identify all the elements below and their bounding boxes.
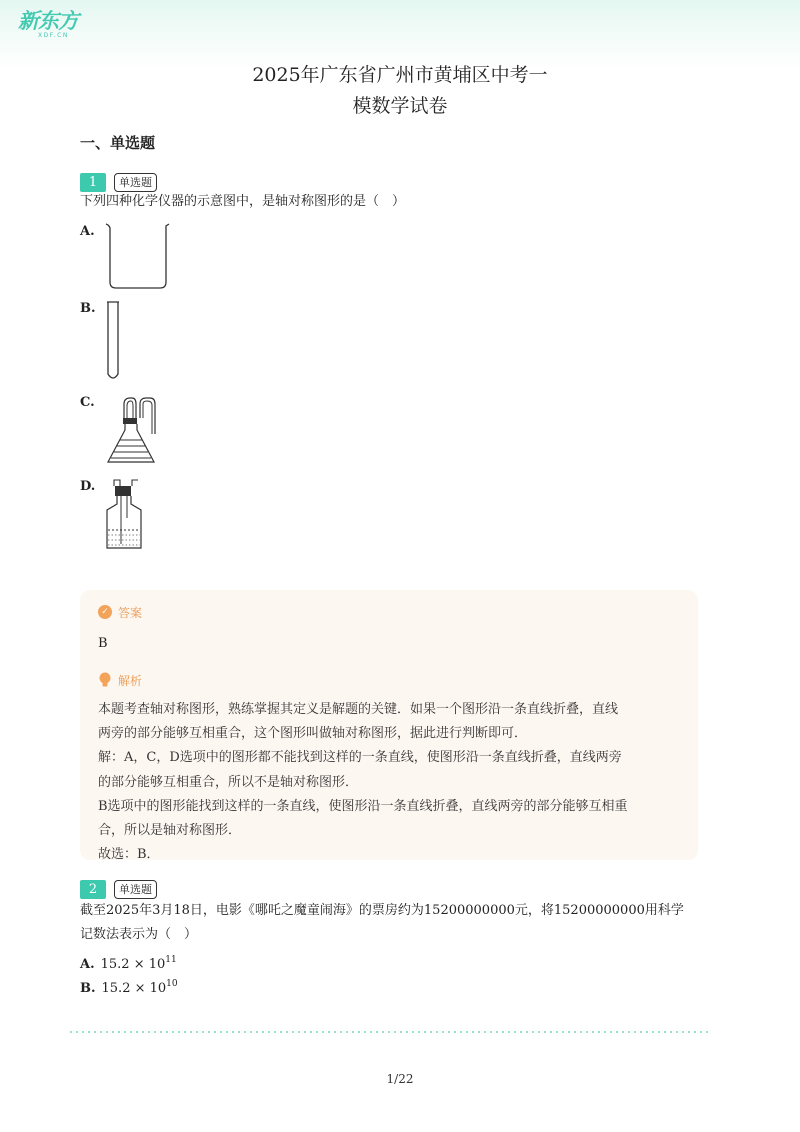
answer-panel [80,590,698,863]
gas-bottle-icon [104,478,144,552]
analysis-line: 的部分能够互相重合，所以不是轴对称图形． [98,774,359,790]
option-a-value: $15.2 \times 10^{11}$ [100,955,177,972]
option-d-label: D. [80,479,96,494]
analysis-line: 两旁的部分能够互相重合，这个图形叫做轴对称图形，据此进行判断即可． [98,726,528,742]
answer-label: 答案 [118,605,143,620]
option-a [80,955,177,972]
analysis-line: 本题考查轴对称图形，熟练掌握其定义是解题的关键．如果一个图形沿一条直线折叠，直线 [98,702,619,717]
dotted-divider [68,1031,710,1033]
analysis-label: 解析 [118,673,143,688]
conical-flask-with-tube-icon [104,396,162,468]
check-circle-icon: ✓ [98,605,112,619]
question-2-header [80,880,157,899]
section-heading: 一、单选题 [80,134,156,152]
question-number-badge: 2 [80,880,106,899]
title-line-2: 模数学试卷 [352,95,448,117]
test-tube-icon [104,300,122,384]
option-c-label: C. [80,395,95,410]
answer-header [98,602,680,622]
question-type-tag: 单选题 [114,173,157,192]
question-1-text: 下列四种化学仪器的示意图中，是轴对称图形的是（ ） [80,194,406,209]
document-title [0,60,800,122]
xdf-logo [18,10,78,40]
question-number-badge: 1 [80,173,106,192]
option-a-label: A. [80,957,95,972]
analysis-line: 故选：B． [98,847,160,863]
analysis-line: 解：A，C，D选项中的图形都不能找到这样的一条直线，使图形沿一条直线折叠，直线两旁 [98,750,622,766]
beaker-icon [104,222,170,290]
analysis-header [98,670,680,690]
option-b-value: $15.2 \times 10^{10}$ [101,979,178,996]
title-line-1: 2025年广东省广州市黄埔区中考一 [252,64,548,86]
question-2-text [80,899,684,947]
lightbulb-icon [98,672,112,688]
option-b-label: B. [80,981,96,996]
analysis-line: 合，所以是轴对称图形． [98,823,242,839]
question-type-tag: 单选题 [114,880,157,899]
option-b [80,979,178,996]
option-a-label: A. [80,224,95,239]
option-b-label: B. [80,301,96,316]
analysis-text [98,698,680,867]
question-2-line-1: 截至2025年3月18日，电影《哪吒之魔童闹海》的票房约为15200000000元，将15200000000用科学 [80,903,684,918]
page-number: 1/22 [386,1072,414,1086]
question-2-line-2: 记数法表示为（ ） [80,927,198,942]
analysis-line: B选项中的图形能找到这样的一条直线，使图形沿一条直线折叠，直线两旁的部分能够互相重 [98,798,628,814]
logo-text: 新东方 [18,9,78,33]
answer-value: B [98,636,108,651]
logo-subtext: XDF.CN [38,32,69,39]
